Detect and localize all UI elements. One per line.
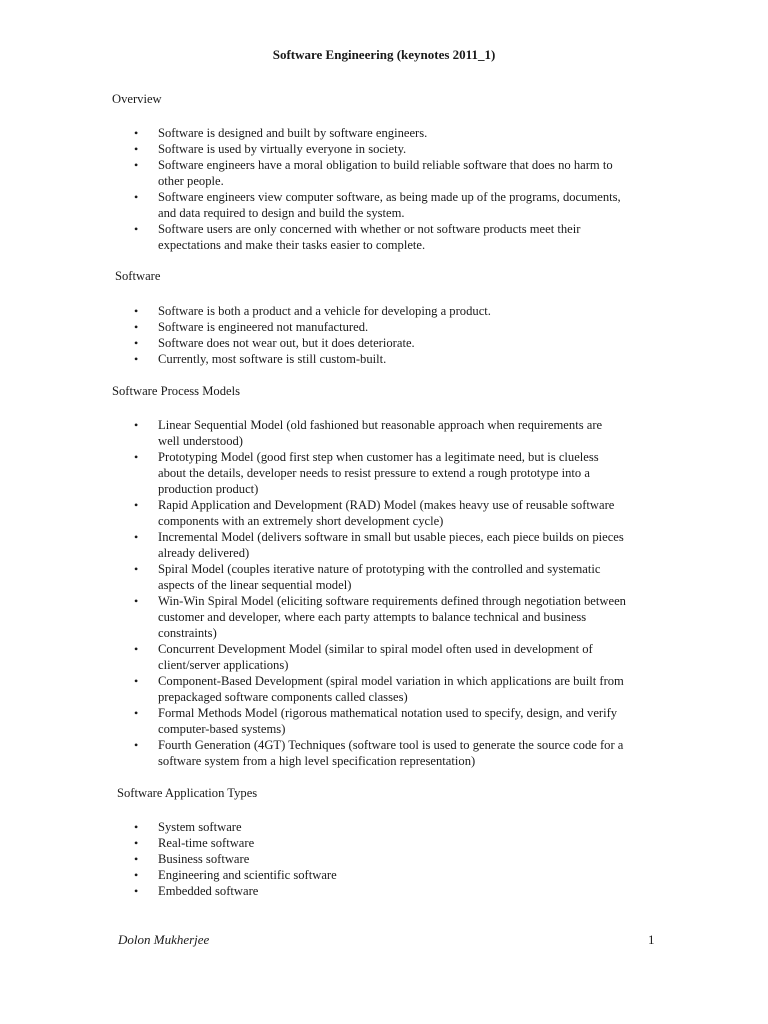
list-item: • Incremental Model (delivers software in small but usable pieces, each piece builds on pieces already delivered) [134,530,624,560]
list-item: • Linear Sequential Model (old fashioned but reasonable approach when requirements are well understood) [134,418,603,448]
bullet-icon: • [134,498,139,512]
application-types-list [0,819,626,899]
bullet-icon: • [134,884,139,898]
list-item: • Software is designed and built by software engineers. [134,126,428,140]
list-item: • Formal Methods Model (rigorous mathematical notation used to specify, design, and verify computer-based systems) [134,706,618,736]
list-item: • Spiral Model (couples iterative nature of prototyping with the controlled and systematic aspects of the linear sequential model) [134,562,601,592]
list-item: • Prototyping Model (good first step when customer has a legitimate need, but is clueless about the details, developer needs to resist pressure to extend a rough prototype into a production product) [134,450,599,496]
list-item: • Win-Win Spiral Model (eliciting software requirements defined through negotiation between customer and developer, where each party attempts to balance technical and business constraints) [134,594,626,640]
list-item: • Real-time software [134,836,255,850]
list-item: • Software is engineered not manufactured. [134,320,369,334]
list-item: • Software engineers have a moral obligation to build reliable software that does no harm to other people. [134,158,613,188]
application-types-heading: Software Application Types [117,786,258,800]
list-item: • Embedded software [134,884,259,898]
bullet-icon: • [134,190,139,204]
list-item: • System software [134,820,242,834]
bullet-icon: • [134,562,139,576]
bullet-icon: • [134,352,139,366]
software-heading: Software [115,269,161,283]
list-item: • Rapid Application and Development (RAD) Model (makes heavy use of reusable software components with an extremely short development cycle) [134,498,615,528]
list-item: • Business software [134,852,250,866]
list-item: • Fourth Generation (4GT) Techniques (software tool is used to generate the source code for a software system from a high level specification representation) [134,738,624,768]
software-list [0,303,626,367]
overview-list [0,125,626,253]
bullet-icon: • [134,450,139,464]
bullet-icon: • [134,836,139,850]
bullet-icon: • [134,126,139,140]
bullet-icon: • [134,142,139,156]
bullet-icon: • [134,336,139,350]
process-models-list [0,417,626,769]
list-item: • Currently, most software is still custom-built. [134,352,387,366]
bullet-icon: • [134,674,139,688]
bullet-icon: • [134,304,139,318]
bullet-icon: • [134,738,139,752]
bullet-icon: • [134,706,139,720]
bullet-icon: • [134,530,139,544]
document-title: Software Engineering (keynotes 2011_1) [272,47,496,62]
bullet-icon: • [134,820,139,834]
bullet-icon: • [134,852,139,866]
bullet-icon: • [134,222,139,236]
bullet-icon: • [134,868,139,882]
list-item: • Software is used by virtually everyone in society. [134,142,407,156]
list-item: • Concurrent Development Model (similar to spiral model often used in development of client/server applications) [134,642,593,672]
bullet-icon: • [134,418,139,432]
bullet-icon: • [134,158,139,172]
page-number: 1 [648,932,655,947]
process-models-heading: Software Process Models [112,384,241,398]
bullet-icon: • [134,642,139,656]
list-item: • Software engineers view computer software, as being made up of the programs, documents, and data required to design and build the system. [134,190,621,220]
list-item: • Engineering and scientific software [134,868,337,882]
list-item: • Component-Based Development (spiral model variation in which applications are built from prepackaged software components called classes) [134,674,624,704]
list-item: • Software users are only concerned with whether or not software products meet their expectations and make their tasks easier to complete. [134,222,581,252]
bullet-icon: • [134,594,139,608]
footer-author: Dolon Mukherjee [118,932,210,947]
bullet-icon: • [134,320,139,334]
overview-heading: Overview [112,92,162,106]
list-item: • Software is both a product and a vehicle for developing a product. [134,304,491,318]
list-item: • Software does not wear out, but it does deteriorate. [134,336,415,350]
